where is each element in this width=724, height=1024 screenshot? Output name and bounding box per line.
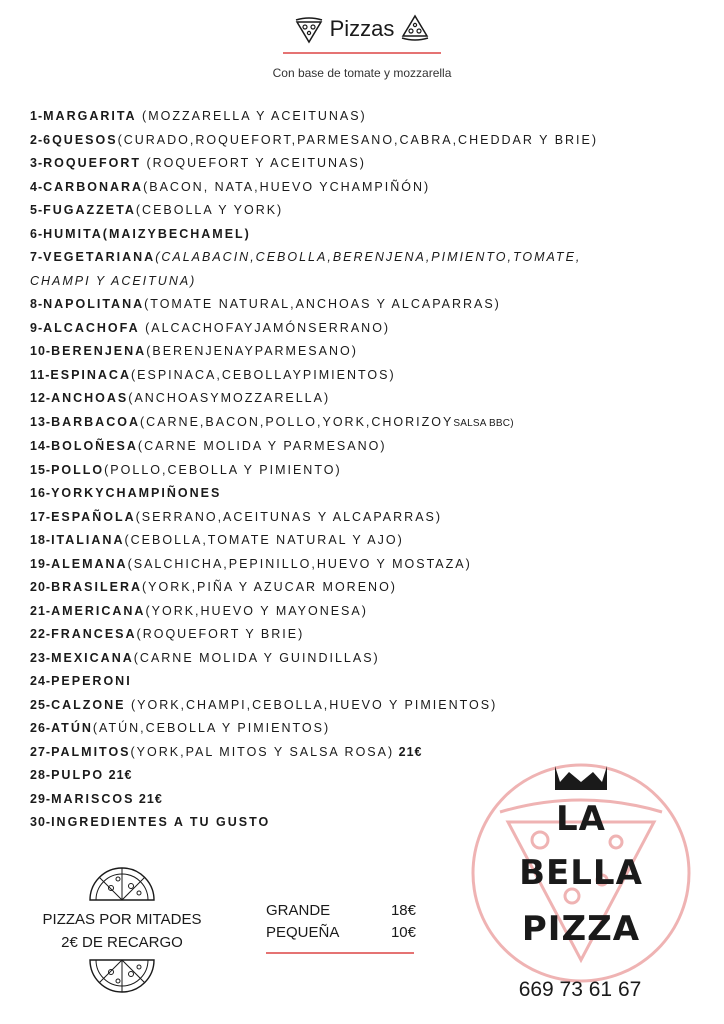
- item-name: CARBONARA: [43, 179, 144, 194]
- item-number: 19-: [30, 556, 52, 571]
- item-name: ESPAÑOLA: [51, 509, 136, 524]
- item-ingredients: (SERRANO,ACEITUNAS Y ALCAPARRAS): [135, 509, 443, 524]
- title-underline: [283, 52, 441, 54]
- item-name: ITALIANA: [51, 533, 125, 547]
- menu-item: [30, 435, 700, 459]
- item-name: ESPINACA: [50, 367, 131, 382]
- item-number: 1-: [30, 109, 44, 123]
- item-ingredients: (TOMATE NATURAL,ANCHOAS Y ALCAPARRAS): [144, 297, 501, 311]
- item-ingredients: (CARNE MOLIDA Y GUINDILLAS): [133, 650, 380, 665]
- size-price: 18€: [390, 902, 416, 919]
- item-number: 11-: [30, 367, 51, 382]
- size-row-grande: [266, 900, 416, 922]
- size-price: 10€: [390, 924, 416, 941]
- item-ingredients-wrap: [30, 270, 700, 294]
- menu-item: [30, 199, 700, 223]
- half-pizza-icon: [87, 958, 157, 994]
- item-name: YORKYCHAMPIÑONES: [51, 486, 222, 500]
- item-number: 7-: [30, 250, 44, 264]
- item-number: 18-: [30, 533, 52, 547]
- item-ingredients: (ESPINACA,CEBOLLAYPIMIENTOS): [130, 367, 396, 382]
- page-title: Pizzas: [329, 16, 395, 41]
- header: [0, 14, 724, 80]
- title-row: [294, 14, 431, 44]
- item-number: 16-: [30, 486, 52, 500]
- menu-item: [30, 717, 700, 741]
- menu-item: [30, 576, 700, 600]
- item-number: 6-: [30, 226, 44, 241]
- size-prices: [266, 900, 416, 954]
- item-number: 26-: [30, 721, 52, 735]
- menu-item: [30, 317, 700, 341]
- menu-item: [30, 223, 700, 247]
- item-number: 24-: [30, 674, 52, 688]
- item-ingredients: (YORK,PAL MITOS Y SALSA ROSA): [130, 744, 395, 759]
- item-price: 21€: [104, 768, 133, 782]
- half-pizzas-surcharge: 2€ DE RECARGO: [61, 934, 183, 951]
- item-name: ROQUEFORT: [43, 156, 141, 170]
- item-number: 2-: [30, 132, 44, 147]
- menu-item: [30, 482, 700, 506]
- item-number: 25-: [30, 697, 52, 712]
- menu-item: [30, 411, 700, 436]
- item-name: BERENJENA: [51, 344, 147, 358]
- item-ingredients: (YORK,CHAMPI,CEBOLLA,HUEVO Y PIMIENTOS): [125, 697, 498, 712]
- item-number: 23-: [30, 650, 52, 665]
- item-number: 9-: [30, 320, 44, 335]
- item-name: MARISCOS: [51, 791, 135, 806]
- item-name: PALMITOS: [51, 744, 131, 759]
- item-number: 28-: [30, 768, 52, 782]
- item-number: 5-: [30, 203, 44, 217]
- menu-item: [30, 506, 700, 530]
- item-name: PULPO: [51, 768, 105, 782]
- item-ingredients: (SALCHICHA,PEPINILLO,HUEVO Y MOSTAZA): [127, 556, 472, 571]
- item-name: FRANCESA: [51, 627, 137, 641]
- item-number: 4-: [30, 179, 44, 194]
- menu-item: [30, 553, 700, 577]
- page-subtitle: Con base de tomate y mozzarella: [272, 66, 452, 80]
- item-number: 17-: [30, 509, 52, 524]
- item-ingredients: (ROQUEFORT Y ACEITUNAS): [140, 156, 366, 170]
- logo-text-line2: BELLA: [519, 853, 643, 893]
- item-ingredients: (POLLO,CEBOLLA Y PIMIENTO): [104, 462, 342, 477]
- item-name: AMERICANA: [51, 603, 146, 618]
- menu-item: [30, 129, 700, 153]
- item-name: INGREDIENTES A TU GUSTO: [51, 815, 271, 829]
- item-number: 30-: [30, 815, 52, 829]
- item-ingredients: (CARNE,BACON,POLLO,YORK,CHORIZOY: [140, 414, 454, 429]
- menu-item: [30, 600, 700, 624]
- size-label: GRANDE: [266, 902, 331, 919]
- menu-item: [30, 529, 700, 553]
- menu-item: [30, 647, 700, 671]
- item-price: 21€: [134, 791, 163, 806]
- logo-text-line1: LA: [556, 799, 606, 839]
- item-number: 13-: [30, 414, 52, 429]
- size-label: PEQUEÑA: [266, 924, 340, 941]
- item-name: BRASILERA: [51, 580, 142, 594]
- menu-item: [30, 293, 700, 317]
- item-number: 3-: [30, 156, 44, 170]
- item-ingredients: (BACON, NATA,HUEVO YCHAMPIÑÓN): [143, 179, 431, 194]
- phone-number: 669 73 61 67: [518, 978, 642, 1001]
- menu-item: [30, 670, 700, 694]
- item-ingredients: (CEBOLLA Y YORK): [135, 203, 284, 217]
- item-number: 15-: [30, 462, 52, 477]
- half-pizza-icon: [87, 866, 157, 902]
- item-name: ANCHOAS: [51, 391, 129, 405]
- half-pizzas-info: [22, 866, 222, 998]
- pizza-slice-icon: [294, 14, 324, 44]
- menu-item: [30, 694, 700, 718]
- item-ingredients-small: SALSA BBC): [453, 417, 514, 429]
- menu-item: [30, 152, 700, 176]
- la-bella-pizza-logo: [468, 760, 694, 986]
- item-name: HUMITA(MAIZYBECHAMEL): [43, 226, 251, 241]
- item-name: MARGARITA: [43, 109, 137, 123]
- item-name: VEGETARIANA: [43, 250, 156, 264]
- item-name: ALEMANA: [51, 556, 128, 571]
- item-ingredients: (MOZZARELLA Y ACEITUNAS): [136, 109, 367, 123]
- sizes-underline: [266, 952, 414, 954]
- item-number: 20-: [30, 580, 52, 594]
- menu-item: [30, 364, 700, 388]
- item-name: 6QUESOS: [43, 132, 118, 147]
- item-ingredients: (CARNE MOLIDA Y PARMESANO): [137, 439, 387, 453]
- item-name: BOLOÑESA: [51, 439, 138, 453]
- item-number: 14-: [30, 439, 52, 453]
- item-ingredients: (CURADO,ROQUEFORT,PARMESANO,CABRA,CHEDDAR Y BRIE): [117, 132, 599, 147]
- menu-item: [30, 459, 700, 483]
- item-number: 21-: [30, 603, 52, 618]
- menu-item: [30, 176, 700, 200]
- item-ingredients: (ATÚN,CEBOLLA Y PIMIENTOS): [92, 721, 331, 735]
- item-ingredients: (YORK,PIÑA Y AZUCAR MORENO): [142, 580, 397, 594]
- item-ingredients: (CEBOLLA,TOMATE NATURAL Y AJO): [124, 533, 404, 547]
- pizza-slice-icon: [400, 14, 430, 44]
- item-ingredients: (ROQUEFORT Y BRIE): [136, 627, 305, 641]
- item-ingredients: (ANCHOASYMOZZARELLA): [128, 391, 331, 405]
- logo-text-line3: PIZZA: [521, 909, 641, 949]
- size-row-pequena: [266, 922, 416, 944]
- item-name: ATÚN: [51, 721, 93, 735]
- item-ingredients: (YORK,HUEVO Y MAYONESA): [145, 603, 368, 618]
- item-number: 22-: [30, 627, 52, 641]
- item-ingredients: (BERENJENAYPARMESANO): [146, 344, 358, 358]
- item-name: BARBACOA: [51, 414, 140, 429]
- item-name: POLLO: [51, 462, 105, 477]
- item-name: CALZONE: [51, 697, 126, 712]
- item-ingredients: (ALCACHOFAYJAMÓNSERRANO): [139, 320, 391, 335]
- item-ingredients: (CALABACIN,CEBOLLA,BERENJENA,PIMIENTO,TOMATE,: [155, 250, 582, 264]
- menu-item: [30, 387, 700, 411]
- crown-icon: [555, 766, 607, 790]
- item-ingredients-continued: CHAMPI Y ACEITUNA): [30, 273, 197, 288]
- menu-item: [30, 105, 700, 129]
- item-name: PEPERONI: [51, 674, 132, 688]
- item-number: 10-: [30, 344, 52, 358]
- menu-item: [30, 623, 700, 647]
- item-price: 21€: [394, 744, 423, 759]
- menu-item: [30, 340, 700, 364]
- item-number: 8-: [30, 297, 44, 311]
- menu-item: [30, 246, 700, 293]
- item-number: 12-: [30, 391, 52, 405]
- item-name: NAPOLITANA: [43, 297, 145, 311]
- item-name: FUGAZZETA: [43, 203, 136, 217]
- item-number: 27-: [30, 744, 52, 759]
- item-number: 29-: [30, 791, 52, 806]
- pizza-menu-list: [30, 105, 700, 835]
- item-name: ALCACHOFA: [43, 320, 140, 335]
- item-name: MEXICANA: [51, 650, 134, 665]
- half-pizzas-label: PIZZAS POR MITADES: [42, 911, 202, 928]
